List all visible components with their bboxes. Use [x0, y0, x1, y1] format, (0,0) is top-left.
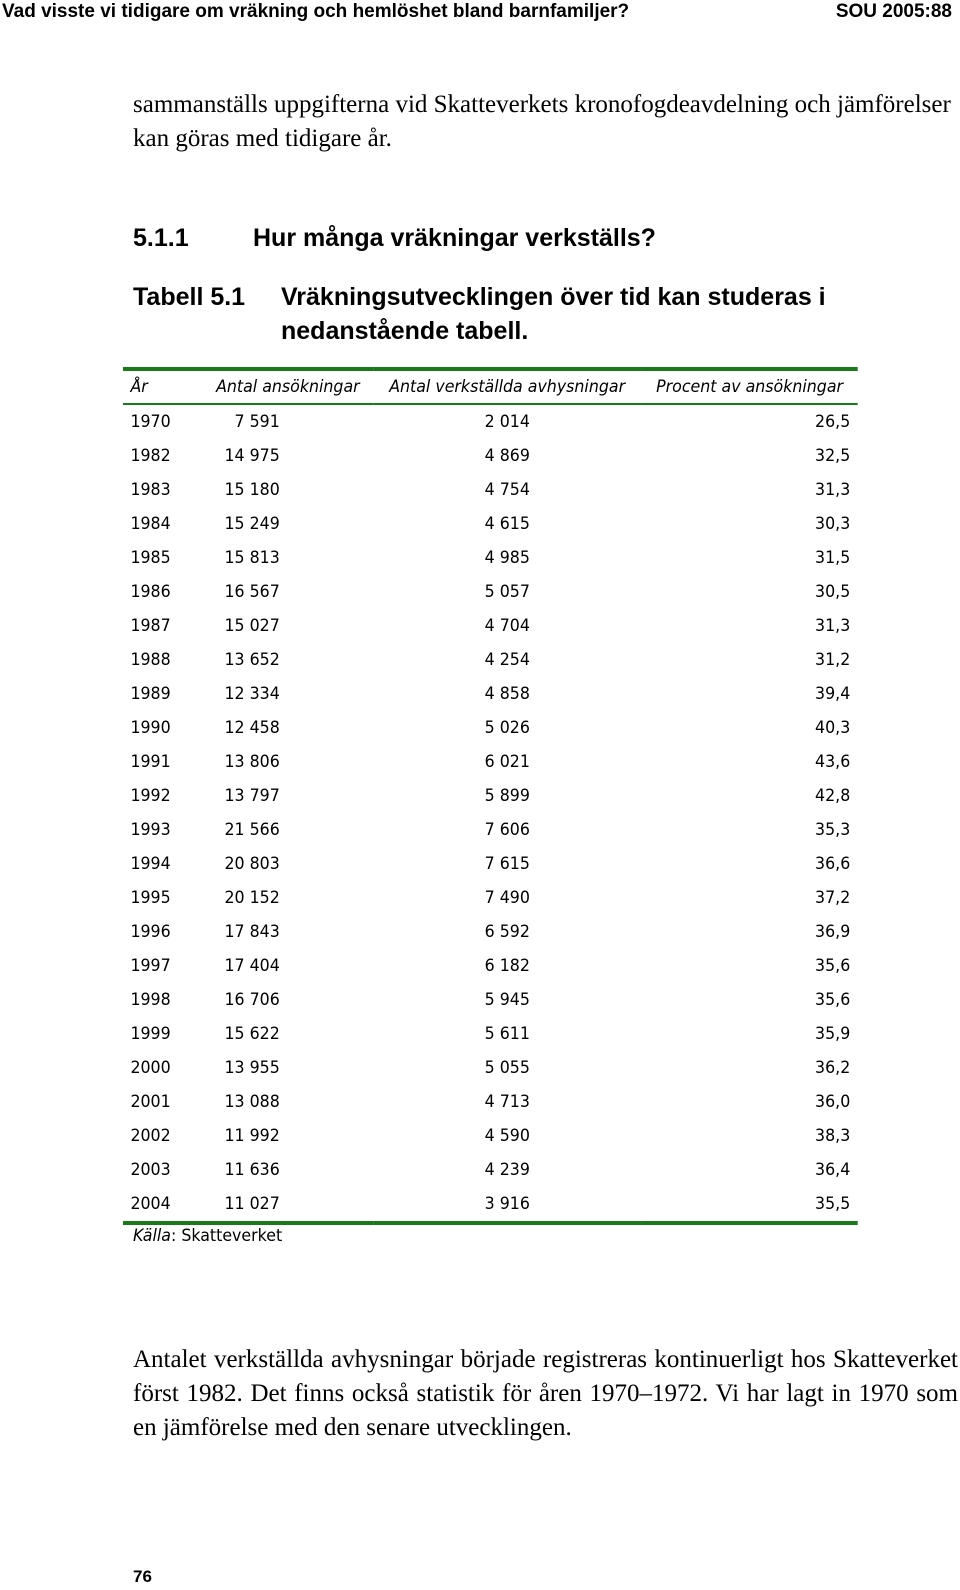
cell-year: 1990 — [130, 718, 171, 738]
cell-year: 2004 — [130, 1194, 171, 1214]
table-row — [123, 1153, 858, 1187]
cell-year: 1989 — [130, 684, 171, 704]
table-row — [123, 1017, 858, 1051]
cell-evictions: 4 985 — [484, 548, 530, 568]
table-row — [123, 609, 858, 643]
header-year: År — [130, 377, 148, 397]
header-row — [123, 369, 858, 404]
cell-applications: 11 027 — [224, 1194, 280, 1214]
cell-year: 1986 — [130, 582, 171, 602]
table-row — [123, 779, 858, 813]
cell-percent: 35,5 — [815, 1194, 851, 1214]
cell-percent: 36,6 — [815, 854, 851, 874]
source-note: Källa: Skatteverket — [133, 1226, 283, 1246]
cell-percent: 36,9 — [815, 922, 851, 942]
cell-percent: 31,3 — [815, 616, 851, 636]
cell-year: 1987 — [130, 616, 171, 636]
cell-year: 1988 — [130, 650, 171, 670]
cell-percent: 38,3 — [815, 1126, 851, 1146]
cell-percent: 26,5 — [815, 412, 851, 432]
cell-evictions: 2 014 — [484, 412, 530, 432]
cell-evictions: 4 713 — [484, 1092, 530, 1112]
cell-applications: 15 622 — [224, 1024, 280, 1044]
page-number: 76 — [133, 1567, 152, 1586]
cell-evictions: 4 615 — [484, 514, 530, 534]
header-percent: Procent av ansökningar — [656, 377, 844, 397]
cell-year: 1998 — [130, 990, 171, 1010]
cell-evictions: 6 182 — [484, 956, 530, 976]
cell-percent: 43,6 — [815, 752, 851, 772]
table-row — [123, 541, 858, 575]
section-title: Hur många vräkningar verkställs? — [253, 224, 656, 252]
cell-applications: 11 992 — [224, 1126, 280, 1146]
cell-evictions: 5 611 — [484, 1024, 530, 1044]
cell-applications: 13 088 — [224, 1092, 280, 1112]
cell-applications: 15 027 — [224, 616, 280, 636]
cell-year: 2000 — [130, 1058, 171, 1078]
table-row — [123, 1085, 858, 1119]
cell-evictions: 4 869 — [484, 446, 530, 466]
cell-year: 1993 — [130, 820, 171, 840]
source-label: Källa — [133, 1226, 171, 1246]
cell-applications: 13 806 — [224, 752, 280, 772]
cell-evictions: 4 254 — [484, 650, 530, 670]
source-name: Skatteverket — [181, 1226, 283, 1246]
cell-evictions: 5 057 — [484, 582, 530, 602]
cell-applications: 16 706 — [224, 990, 280, 1010]
cell-percent: 30,5 — [815, 582, 851, 602]
cell-percent: 30,3 — [815, 514, 851, 534]
cell-percent: 35,6 — [815, 990, 851, 1010]
cell-evictions: 7 606 — [484, 820, 530, 840]
cell-year: 1994 — [130, 854, 171, 874]
table-row — [123, 949, 858, 983]
eviction-table — [123, 367, 858, 1225]
cell-evictions: 4 590 — [484, 1126, 530, 1146]
table-row — [123, 813, 858, 847]
cell-year: 1996 — [130, 922, 171, 942]
table-row — [123, 439, 858, 473]
cell-percent: 36,4 — [815, 1160, 851, 1180]
table-body — [123, 404, 858, 1223]
cell-evictions: 6 592 — [484, 922, 530, 942]
cell-applications: 21 566 — [224, 820, 280, 840]
report-number: SOU 2005:88 — [835, 1, 952, 22]
cell-applications: 13 797 — [224, 786, 280, 806]
cell-applications: 20 803 — [224, 854, 280, 874]
table-row — [123, 1119, 858, 1153]
cell-year: 1997 — [130, 956, 171, 976]
cell-applications: 12 334 — [224, 684, 280, 704]
table-row — [123, 1187, 858, 1223]
cell-evictions: 4 704 — [484, 616, 530, 636]
cell-percent: 40,3 — [815, 718, 851, 738]
cell-year: 1983 — [130, 480, 171, 500]
document-title: Vad visste vi tidigare om vräkning och hemlöshet bland barnfamiljer? — [2, 1, 630, 22]
cell-year: 1999 — [130, 1024, 171, 1044]
cell-percent: 37,2 — [815, 888, 851, 908]
cell-year: 1995 — [130, 888, 171, 908]
cell-percent: 35,3 — [815, 820, 851, 840]
table-row — [123, 847, 858, 881]
cell-evictions: 4 239 — [484, 1160, 530, 1180]
table-caption-text: Vräkningsutvecklingen över tid kan studeras i nedanstående tabell. — [281, 283, 826, 345]
table-row — [123, 983, 858, 1017]
cell-percent: 31,5 — [815, 548, 851, 568]
cell-year: 1985 — [130, 548, 171, 568]
cell-percent: 35,6 — [815, 956, 851, 976]
cell-applications: 17 404 — [224, 956, 280, 976]
cell-year: 1991 — [130, 752, 171, 772]
running-header — [0, 0, 960, 26]
cell-year: 1970 — [130, 412, 171, 432]
table-header — [123, 369, 858, 404]
cell-evictions: 3 916 — [484, 1194, 530, 1214]
table-row — [123, 915, 858, 949]
table-row — [123, 643, 858, 677]
cell-evictions: 4 754 — [484, 480, 530, 500]
cell-applications: 16 567 — [224, 582, 280, 602]
cell-year: 1984 — [130, 514, 171, 534]
cell-applications: 7 591 — [234, 412, 280, 432]
cell-applications: 11 636 — [224, 1160, 280, 1180]
cell-percent: 36,0 — [815, 1092, 851, 1112]
header-applications: Antal ansökningar — [216, 377, 360, 397]
table-label: Tabell 5.1 — [133, 283, 246, 311]
cell-applications: 13 955 — [224, 1058, 280, 1078]
cell-applications: 15 180 — [224, 480, 280, 500]
cell-year: 2003 — [130, 1160, 171, 1180]
table-row — [123, 1051, 858, 1085]
table-row — [123, 404, 858, 439]
cell-year: 1992 — [130, 786, 171, 806]
table-row — [123, 507, 858, 541]
table-row — [123, 711, 858, 745]
cell-percent: 35,9 — [815, 1024, 851, 1044]
conclusion-paragraph: Antalet verkställda avhysningar började registreras kontinuerligt hos Skatteverket först 1982. Det finns också statistik för åren 1970–1972. Vi har lagt in 1970 som en jämförelse med den senare utvecklingen. — [133, 1346, 958, 1441]
cell-evictions: 4 858 — [484, 684, 530, 704]
cell-percent: 31,2 — [815, 650, 851, 670]
cell-percent: 31,3 — [815, 480, 851, 500]
cell-year: 2001 — [130, 1092, 171, 1112]
cell-percent: 32,5 — [815, 446, 851, 466]
cell-percent: 42,8 — [815, 786, 851, 806]
cell-applications: 17 843 — [224, 922, 280, 942]
cell-percent: 39,4 — [815, 684, 851, 704]
cell-applications: 12 458 — [224, 718, 280, 738]
intro-paragraph: sammanställs uppgifterna vid Skatteverkets kronofogdeavdelning och jämförelser kan göras med tidigare år. — [133, 91, 951, 152]
cell-applications: 15 249 — [224, 514, 280, 534]
cell-applications: 13 652 — [224, 650, 280, 670]
section-heading — [133, 224, 656, 253]
table-row — [123, 745, 858, 779]
cell-evictions: 5 026 — [484, 718, 530, 738]
table-row — [123, 677, 858, 711]
cell-year: 1982 — [130, 446, 171, 466]
section-number: 5.1.1 — [133, 224, 189, 252]
header-evictions: Antal verkställda avhysningar — [389, 377, 626, 397]
cell-evictions: 5 899 — [484, 786, 530, 806]
cell-evictions: 6 021 — [484, 752, 530, 772]
cell-evictions: 5 945 — [484, 990, 530, 1010]
cell-applications: 14 975 — [224, 446, 280, 466]
cell-applications: 15 813 — [224, 548, 280, 568]
table-row — [123, 881, 858, 915]
cell-evictions: 5 055 — [484, 1058, 530, 1078]
cell-percent: 36,2 — [815, 1058, 851, 1078]
table-row — [123, 575, 858, 609]
cell-evictions: 7 490 — [484, 888, 530, 908]
cell-evictions: 7 615 — [484, 854, 530, 874]
table-row — [123, 473, 858, 507]
cell-year: 2002 — [130, 1126, 171, 1146]
cell-applications: 20 152 — [224, 888, 280, 908]
